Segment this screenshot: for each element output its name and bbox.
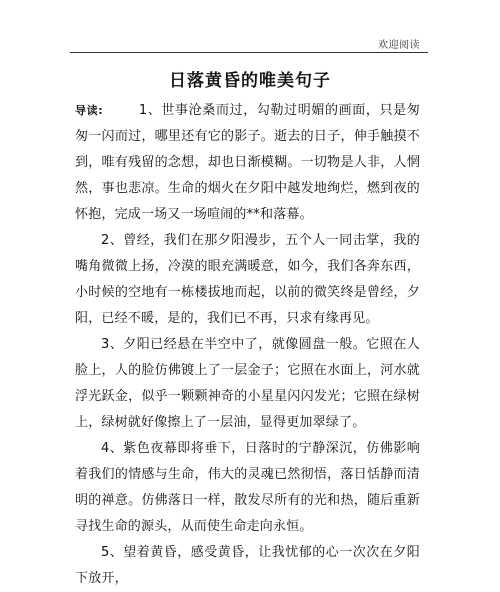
paragraph-5: 5、望着黄昏，感受黄昏，让我忧郁的心一次次在夕阳下放开，: [75, 545, 420, 586]
paragraph-3: 3、夕阳已经悬在半空中了，就像圆盘一般。它照在人脸上，人的脸仿佛镀上了一层金子；它照在水面上，河水就浮光跃金，似乎一颗颗神奇的小星星闪闪发光；它照在绿树上，绿树就好像擦上了一层油，显得更加翠绿了。: [75, 337, 420, 430]
article-body: [75, 98, 420, 592]
paragraph-4: 4、紫色夜幕即将垂下，日落时的宁静深沉，仿佛影响着我们的情感与生命，伟大的灵魂已然彻悟，落日恬静而清明的禅意。仿佛落日一样，散发尽所有的光和热，随后重新寻找生命的源头，从而使生命走向永恒。: [75, 441, 420, 534]
guide-label: 导读:: [75, 104, 103, 117]
header-note: 欢迎阅读: [378, 40, 420, 51]
paragraph-1: [75, 98, 420, 228]
header-divider: [70, 52, 428, 53]
paragraph-1-text: 1、世事沧桑而过，勾勒过明媚的画面，只是匆匆一闪而过，哪里还有它的影子。逝去的日子，伸手触摸不到，唯有残留的念想，却也日渐模糊。一切物是人非，人惘然，事也悲凉。生命的烟火在夕阳中越发地绚烂，燃到夜的怀抱，完成一场又一场喧闹的**和落幕。: [75, 103, 420, 222]
page-title: 日落黄昏的唯美句子: [169, 71, 331, 91]
paragraph-2: 2、曾经，我们在那夕阳漫步，五个人一同击掌，我的嘴角微微上扬，冷漠的眼充满暖意，如今，我们各奔东西，小时候的空地有一栋楼拔地而起，以前的微笑终是曾经，夕阳，已经不暖，是的，我们已不再，只求有缘再见。: [75, 233, 420, 326]
